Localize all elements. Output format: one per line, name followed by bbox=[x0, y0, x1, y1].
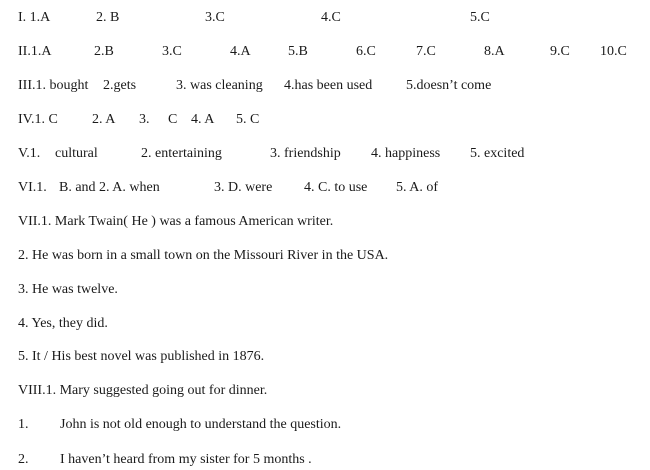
answer-row-section-7-3 bbox=[0, 280, 650, 300]
answer-item: 3. friendship bbox=[270, 146, 341, 161]
answer-item: 2.B bbox=[94, 44, 114, 59]
sentence-answer: 3. He was twelve. bbox=[18, 282, 118, 297]
answer-item: 3. D. were bbox=[214, 180, 273, 195]
answer-item: 5. excited bbox=[470, 146, 525, 161]
section-5-label: V.1. bbox=[18, 146, 41, 161]
answer-item: 3. bbox=[139, 112, 150, 127]
answer-item: 8.A bbox=[484, 44, 505, 59]
answer-item: 2. B bbox=[96, 10, 120, 25]
answer-item: 5. C bbox=[236, 112, 260, 127]
answer-item: 10.C bbox=[600, 44, 627, 59]
answer-item: C bbox=[168, 112, 178, 127]
answer-row-section-8-2 bbox=[0, 450, 650, 470]
answer-item: 6.C bbox=[356, 44, 376, 59]
answer-item: 5.doesn’t come bbox=[406, 78, 492, 93]
answer-row-section-8-1 bbox=[0, 415, 650, 435]
item-number: 1. bbox=[18, 417, 29, 432]
answer-row-section-6 bbox=[0, 178, 650, 198]
sentence-answer: 4. Yes, they did. bbox=[18, 316, 108, 331]
answer-row-section-3 bbox=[0, 76, 650, 96]
answer-item: B. and 2. A. when bbox=[59, 180, 160, 195]
answer-item: 2.gets bbox=[103, 78, 137, 93]
section-3-label: III.1. bought bbox=[18, 78, 89, 93]
sentence-answer: 2. He was born in a small town on the Missouri River in the USA. bbox=[18, 248, 389, 263]
answer-row-section-7-2 bbox=[0, 246, 650, 266]
answer-row-section-7-4 bbox=[0, 314, 650, 334]
answer-item: 4. C. to use bbox=[304, 180, 368, 195]
section-6-label: VI.1. bbox=[18, 180, 47, 195]
sentence-answer: John is not old enough to understand the question. bbox=[60, 417, 342, 432]
answer-item: 5.B bbox=[288, 44, 308, 59]
answer-item: 3.C bbox=[162, 44, 182, 59]
answer-item: 2. entertaining bbox=[141, 146, 222, 161]
answer-item: 5. A. of bbox=[396, 180, 438, 195]
answer-item: 2. A bbox=[92, 112, 116, 127]
answer-item: 4. happiness bbox=[371, 146, 441, 161]
answer-item: 9.C bbox=[550, 44, 570, 59]
section-1-label: I. 1.A bbox=[18, 10, 51, 25]
answer-item: 7.C bbox=[416, 44, 436, 59]
answer-row-section-5 bbox=[0, 144, 650, 164]
answer-row-section-1 bbox=[0, 8, 650, 28]
answer-item: 3. was cleaning bbox=[176, 78, 263, 93]
answer-item: cultural bbox=[55, 146, 98, 161]
item-number: 2. bbox=[18, 452, 29, 467]
answer-row-section-8 bbox=[0, 381, 650, 401]
answer-row-section-7-5 bbox=[0, 347, 650, 367]
section-2-label: II.1.A bbox=[18, 44, 52, 59]
answer-row-section-2 bbox=[0, 42, 650, 62]
section-4-label: IV.1. C bbox=[18, 112, 58, 127]
answer-item: 4. A bbox=[191, 112, 215, 127]
sentence-answer: VIII.1. Mary suggested going out for dinner. bbox=[18, 383, 268, 398]
sentence-answer: VII.1. Mark Twain( He ) was a famous American writer. bbox=[18, 214, 334, 229]
answer-item: 5.C bbox=[470, 10, 490, 25]
answer-item: 4.has been used bbox=[284, 78, 373, 93]
answer-item: 4.C bbox=[321, 10, 341, 25]
answer-item: 3.C bbox=[205, 10, 225, 25]
answer-item: 4.A bbox=[230, 44, 251, 59]
sentence-answer: 5. It / His best novel was published in 1876. bbox=[18, 349, 265, 364]
sentence-answer: I haven’t heard from my sister for 5 months . bbox=[60, 452, 312, 467]
answer-row-section-4 bbox=[0, 110, 650, 130]
answer-row-section-7 bbox=[0, 212, 650, 232]
